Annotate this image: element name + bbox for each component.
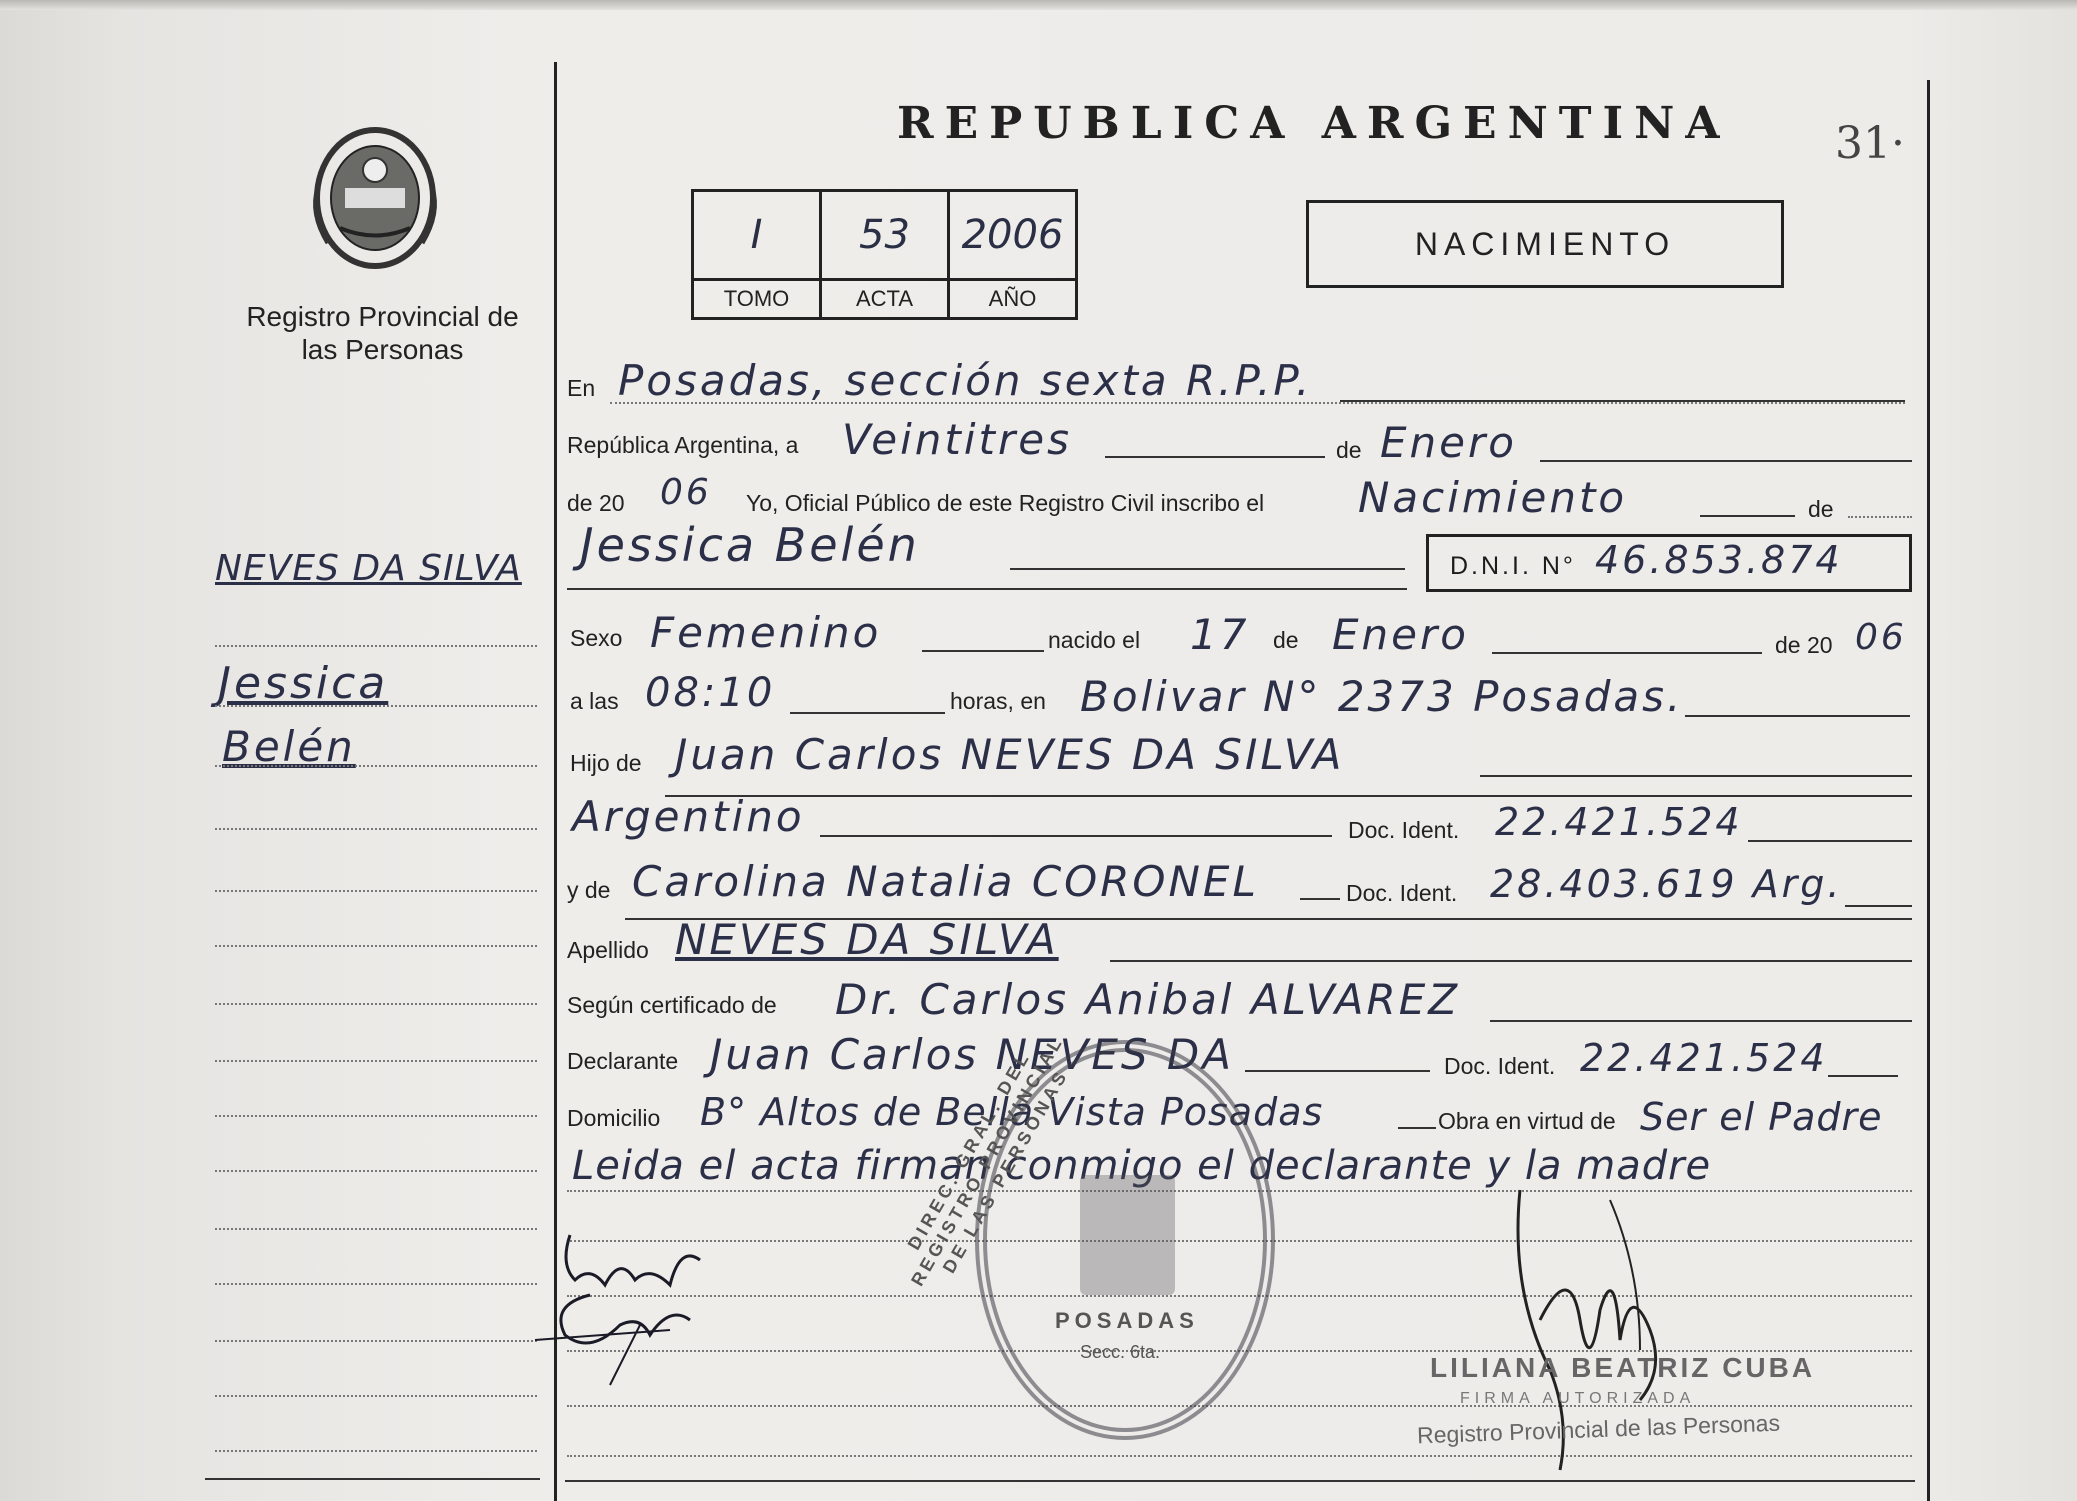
declarante-doc-label: Doc. Ident. [1444, 1053, 1556, 1079]
declarant-signature [530, 1225, 720, 1395]
page-number: 31· [1835, 118, 1905, 169]
right-border [1927, 80, 1930, 1501]
margin-line [215, 1228, 537, 1230]
anio-label: AÑO [949, 280, 1077, 319]
declarante-line [1245, 1070, 1430, 1072]
time-value: 08:10 [645, 670, 776, 716]
declarante-value: Juan Carlos NEVES DA [710, 1030, 1234, 1079]
margin-line [215, 890, 537, 892]
stamp-city: POSADAS [1055, 1308, 1199, 1333]
birth-month-line [1492, 652, 1762, 654]
birth-place-value: Bolivar N° 2373 Posadas. [1080, 672, 1684, 721]
horas-label: horas, en [950, 688, 1046, 714]
year-prefix-label: de 20 [567, 490, 625, 516]
margin-line [215, 705, 537, 707]
father-nationality-value: Argentino [572, 792, 805, 841]
margin-line [215, 1003, 537, 1005]
father-doc-value: 22.421.524 [1495, 800, 1743, 844]
margin-surname: NEVES DA SILVA [215, 548, 522, 589]
name-line [1010, 568, 1405, 570]
father-underline [665, 795, 1912, 797]
margin-line [215, 1450, 537, 1452]
declarante-label: Declarante [567, 1048, 679, 1074]
yde-label: y de [567, 877, 611, 903]
day-line [1105, 456, 1325, 458]
domicilio-value: B° Altos de Bella Vista Posadas [700, 1090, 1324, 1134]
margin-line [215, 1170, 537, 1172]
blank-line [567, 1455, 1912, 1457]
father-doc-label: Doc. Ident. [1348, 817, 1460, 843]
obra-label: Obra en virtud de [1438, 1108, 1616, 1134]
month-value: Enero [1380, 418, 1517, 467]
obra-value: Ser el Padre [1640, 1095, 1883, 1139]
closing-value: Leida el acta firman conmigo el declarante y la madre [572, 1143, 1712, 1189]
place-fill [1340, 400, 1905, 402]
apellido-value: NEVES DA SILVA [675, 915, 1059, 964]
domicilio-line [1398, 1127, 1436, 1129]
record-type-box: NACIMIENTO [1306, 200, 1784, 288]
bottom-rule [565, 1480, 1915, 1482]
nacido-label: nacido el [1048, 627, 1141, 653]
year-suffix-value: 06 [660, 472, 712, 513]
margin-first-name: Jessica [218, 658, 389, 709]
event-value: Nacimiento [1358, 473, 1628, 522]
official-role: FIRMA AUTORIZADA [1460, 1390, 1696, 1407]
apellido-line [1110, 960, 1912, 962]
mother-line [1300, 898, 1340, 900]
mother-doc-line [1845, 905, 1912, 907]
segun-label: Según certificado de [567, 992, 777, 1018]
margin-line [215, 828, 537, 830]
name-value: Jessica Belén [580, 518, 920, 572]
acta-label: ACTA [821, 280, 949, 319]
declarante-doc-value: 22.421.524 [1580, 1036, 1828, 1080]
mother-value: Carolina Natalia CORONEL [632, 857, 1259, 906]
event-line [1700, 515, 1795, 517]
apellido-label: Apellido [567, 937, 649, 963]
republica-label: República Argentina, a [567, 432, 799, 458]
birth-year-suffix-value: 06 [1855, 617, 1907, 658]
domicilio-label: Domicilio [567, 1105, 661, 1131]
sexo-value: Femenino [650, 608, 882, 657]
name-underline [567, 588, 1407, 590]
margin-line [215, 645, 537, 647]
hijo-label: Hijo de [570, 750, 642, 776]
birth-place-line [1685, 715, 1910, 717]
tomo-value: I [693, 191, 821, 280]
certificate-line [1490, 1020, 1912, 1022]
sexo-line [922, 650, 1044, 652]
place-value: Posadas, sección sexta R.P.P. [618, 356, 1313, 405]
official-registry: Registro Provincial de las Personas [1416, 1409, 1781, 1449]
registry-numbers-table [691, 189, 1078, 320]
father-doc-line [1748, 840, 1912, 842]
dni-label: D.N.I. N° [1450, 552, 1576, 580]
margin-line [215, 1283, 537, 1285]
de-label: de [1336, 437, 1362, 463]
birth-month-value: Enero [1332, 610, 1469, 659]
de-label-2: de [1808, 496, 1834, 522]
alas-label: a las [570, 688, 619, 714]
nationality-line [820, 835, 1332, 837]
blank-line [567, 1405, 1912, 1407]
official-statement-label: Yo, Oficial Público de este Registro Civil inscribo el [746, 490, 1265, 516]
document-title: REPUBLICA ARGENTINA [897, 98, 1731, 149]
registry-title: Registro Provincial de las Personas [246, 301, 519, 365]
margin-line [215, 1060, 537, 1062]
margin-line [205, 1478, 540, 1480]
margin-line [215, 765, 537, 767]
margin-line [215, 1340, 537, 1342]
sexo-label: Sexo [570, 625, 623, 651]
month-line [1540, 460, 1912, 462]
stamp-ring-text: DIREC. GRAL. DEL REGISTRO PROVINCIAL DE LAS PERSONAS [903, 1031, 1073, 1290]
de-line [1848, 516, 1912, 518]
margin-second-name: Belén [222, 722, 356, 771]
day-value: Veintitres [842, 415, 1072, 464]
margin-line [215, 1395, 537, 1397]
anio-value: 2006 [949, 191, 1077, 280]
declarante-doc-line [1828, 1075, 1898, 1077]
birth-day-value: 17 [1190, 610, 1250, 659]
mother-doc-label: Doc. Ident. [1346, 880, 1458, 906]
official-name: LILIANA BEATRIZ CUBA [1430, 1352, 1816, 1383]
en-label: En [567, 375, 596, 401]
father-line [1480, 775, 1912, 777]
certificate-value: Dr. Carlos Anibal ALVAREZ [835, 975, 1460, 1024]
mother-doc-value: 28.403.619 Arg. [1490, 862, 1843, 906]
margin-line [215, 1115, 537, 1117]
stamp-section: Secc. 6ta. [1080, 1342, 1161, 1362]
de-label-3: de [1273, 627, 1299, 653]
father-value: Juan Carlos NEVES DA SILVA [675, 730, 1345, 779]
tomo-label: TOMO [693, 280, 821, 319]
birth-year-prefix-label: de 20 [1775, 632, 1833, 658]
province-emblem-icon [300, 118, 450, 278]
margin-line [215, 945, 537, 947]
dni-value: 46.853.874 [1595, 538, 1843, 582]
place-line [610, 402, 1905, 404]
page-top-edge [0, 0, 2077, 10]
acta-value: 53 [821, 191, 949, 280]
stamp-emblem [1080, 1175, 1175, 1295]
time-line [790, 712, 945, 714]
